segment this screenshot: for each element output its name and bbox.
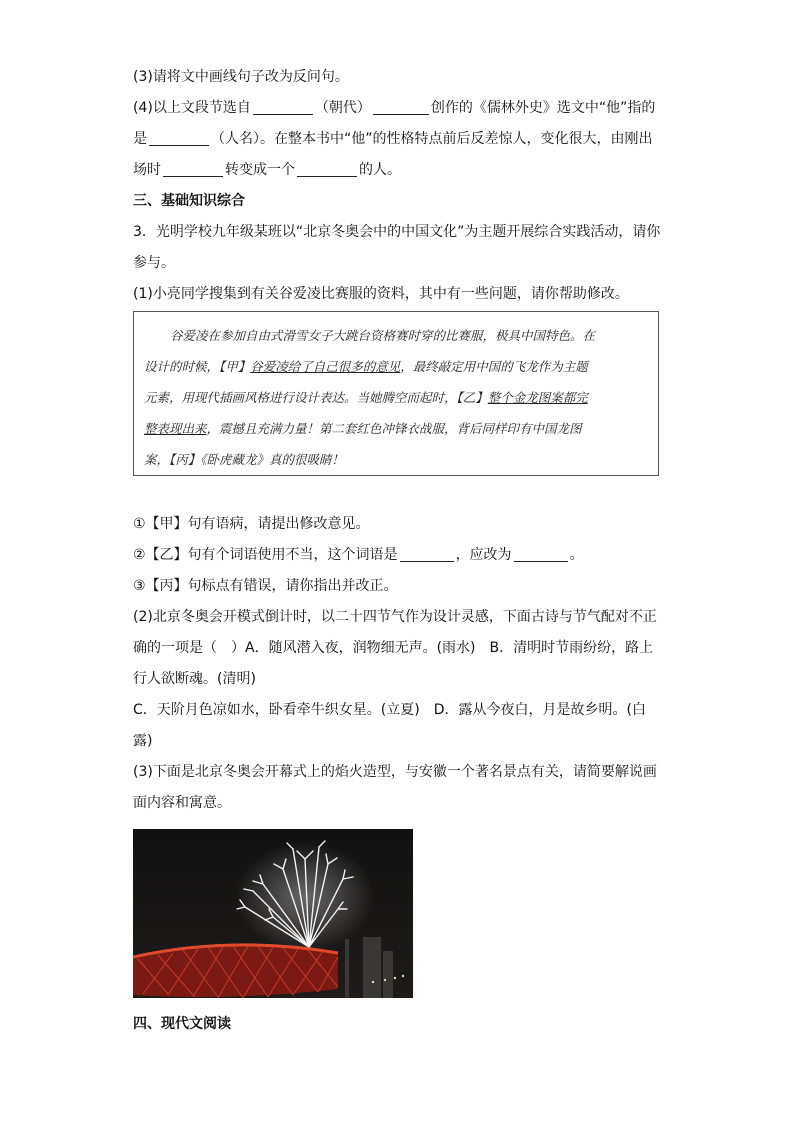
question-3-part-3-line-1: (3)下面是北京冬奥会开幕式上的焰火造型，与安徽一个著名景点有关，请简要解说画 [133, 764, 657, 780]
text: 的人。 [359, 162, 401, 178]
material-line [144, 351, 648, 382]
question-3-3: (3)请将文中画线句子改为反问句。 [133, 69, 349, 85]
material-line [144, 382, 648, 413]
fireworks-image [133, 829, 413, 998]
question-3-part-2-line-1: (2)北京冬奥会开模式倒计时，以二十四节气作为设计灵感，下面古诗与节气配对不正 [133, 609, 657, 625]
question-3-part-2-line-2: 确的一项是（ ）A．随风潜入夜，润物细无声。(雨水) B．清明时节雨纷纷，路上 [133, 640, 654, 656]
material-line: 案，【丙】《卧虎藏龙》真的很吸睛！ [144, 452, 345, 467]
underlined-sentence-jia: 谷爱凌给了自己很多的意见 [250, 359, 401, 374]
text: ②【乙】句有个词语使用不当，这个词语是 [133, 547, 398, 563]
material-line [144, 413, 648, 444]
sub-question-1: ①【甲】句有语病，请提出修改意见。 [133, 516, 370, 532]
underlined-sentence-yi: 整个金龙图案都完 [487, 390, 588, 405]
answer-blank-author[interactable] [373, 98, 429, 115]
sub-question-2 [133, 540, 663, 571]
text: 。 [569, 547, 584, 563]
text: 场时 [133, 162, 161, 178]
answer-blank-word[interactable] [400, 545, 454, 562]
material-box [133, 311, 659, 476]
text: 创作的《儒林外史》选文中“他”指的 [430, 100, 656, 116]
answer-blank-person[interactable] [149, 129, 209, 146]
answer-blank-before[interactable] [163, 160, 223, 177]
text: 是 [133, 131, 147, 147]
underlined-sentence-yi-cont: 整表现出来 [144, 421, 207, 436]
text: 元素，用现代插画风格进行设计表达。当她腾空而起时，【乙】 [144, 390, 488, 405]
question-4-line-3 [133, 155, 663, 186]
text: （人名）。在整本书中“他”的性格特点前后反差惊人，变化很大，由刚出 [211, 131, 653, 147]
question-3-part-2-line-3: 行人欲断魂。(清明) [133, 671, 256, 687]
text: (4)以上文段节选自 [133, 100, 251, 116]
question-3-intro-2: 参与。 [133, 255, 175, 271]
answer-blank-correction[interactable] [514, 545, 568, 562]
text: （朝代） [314, 100, 371, 116]
section-4-title: 四、现代文阅读 [133, 1016, 231, 1032]
text: 设计的时候，【甲】 [144, 359, 251, 374]
question-3-part-1: (1)小亮同学搜集到有关谷爱凌比赛服的资料，其中有一些问题，请你帮助修改。 [133, 286, 629, 302]
question-3-part-2-line-4: C．天阶月色凉如水，卧看牵牛织女星。(立夏) D．露从今夜白，月是故乡明。(白 [133, 702, 646, 718]
text: ，最终敲定用中国的飞龙作为主题 [400, 359, 588, 374]
text: ，震撼且充满力量！第二套红色冲锋衣战服，背后同样印有中国龙图 [206, 421, 582, 436]
question-3-intro-1: 3．光明学校九年级某班以“北京冬奥会中的中国文化”为主题开展综合实践活动，请你 [133, 224, 661, 240]
sub-question-3: ③【丙】句标点有错误，请你指出并改正。 [133, 578, 398, 594]
answer-blank-dynasty[interactable] [253, 98, 313, 115]
text: 转变成一个 [225, 162, 295, 178]
fireworks-photo [133, 829, 413, 998]
question-3-part-2-line-5: 露) [133, 733, 153, 749]
question-3-part-3-line-2: 面内容和寓意。 [133, 795, 231, 811]
question-4-line-1 [133, 93, 663, 124]
material-line: 谷爱凌在参加自由式滑雪女子大跳台资格赛时穿的比赛服，极具中国特色。在 [170, 328, 596, 343]
answer-blank-after[interactable] [297, 160, 357, 177]
stadium [133, 945, 338, 998]
question-4-line-2 [133, 124, 663, 155]
sub-questions [133, 509, 663, 819]
text: ，应改为 [455, 547, 512, 563]
section-3-title: 三、基础知识综合 [133, 193, 245, 209]
question-content [133, 62, 663, 310]
